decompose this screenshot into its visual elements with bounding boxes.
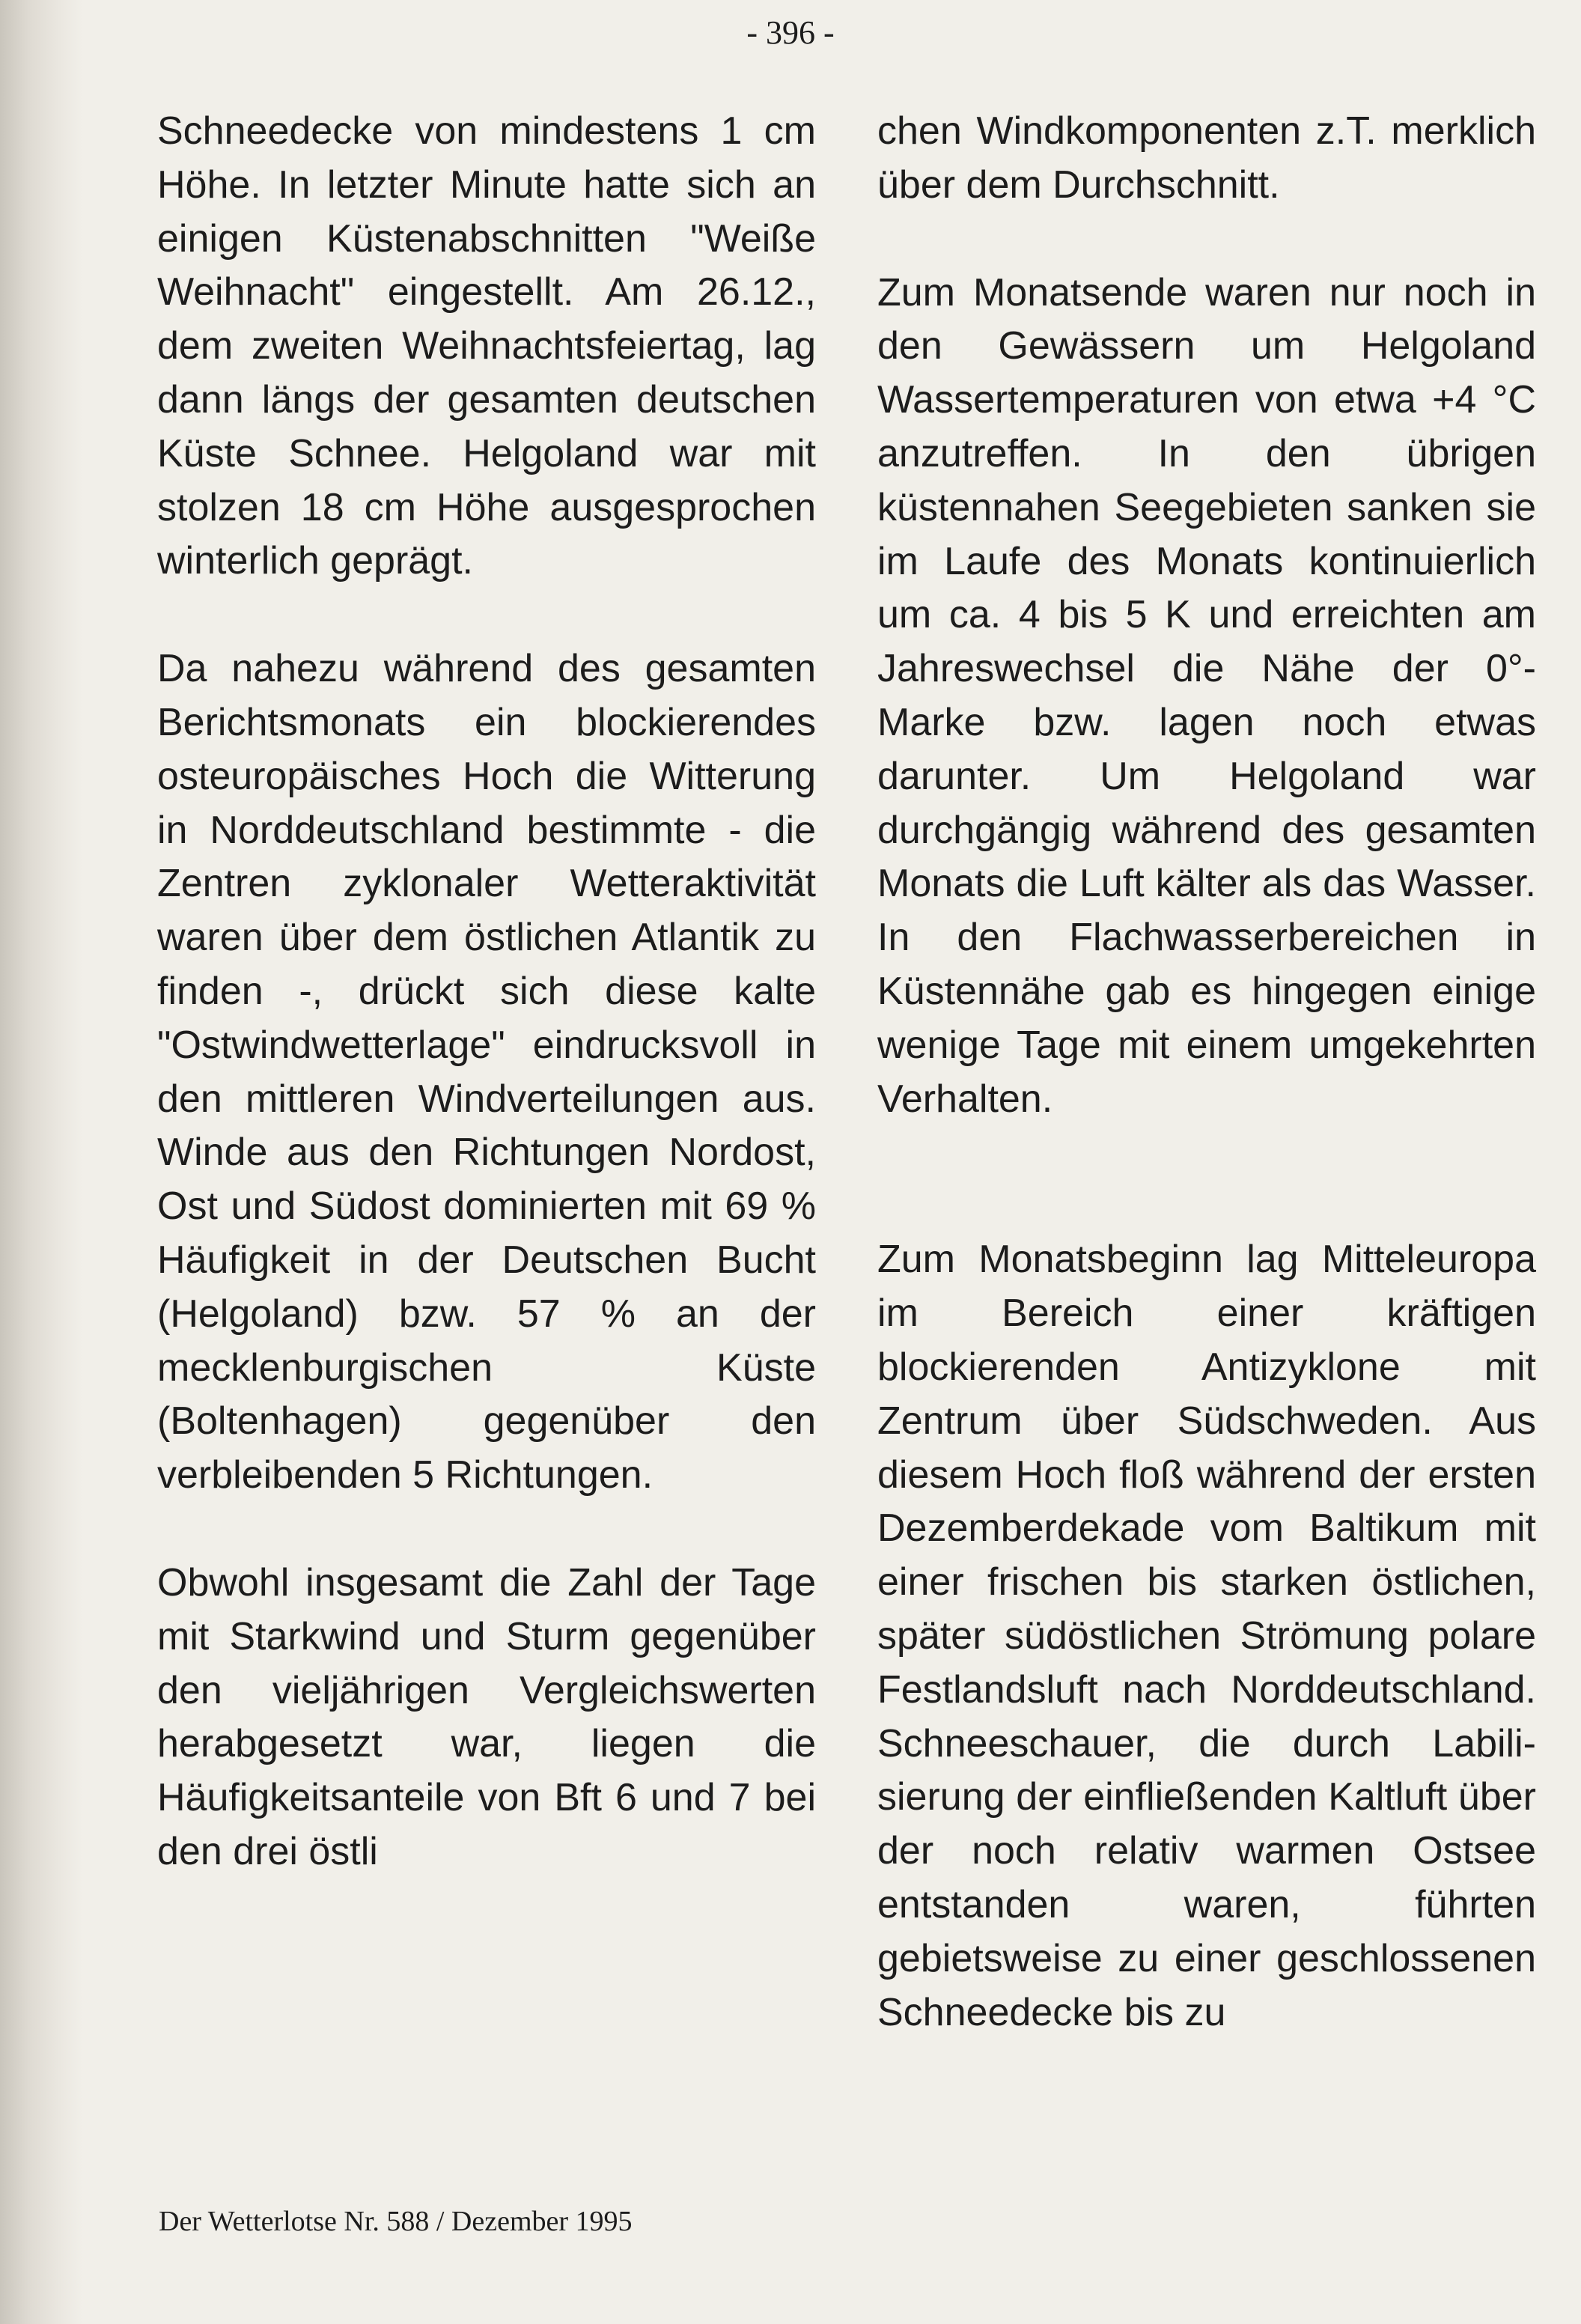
paragraph-snow-cover: Schneedecke von mindestens 1 cm Höhe. In letzter Minute hatte sich an einigen Küstenabschnitten "Weiße Weihnacht" eingestellt. Am 26.12., dem zweiten Weihnachtsfeiertag, lag dann längs der gesamten deutschen Küste Schnee. Helgoland war mit stolzen 18 cm Höhe ausgesprochen winterlich geprägt. bbox=[157, 109, 816, 583]
page-number: - 396 - bbox=[746, 14, 835, 51]
page-binding-shadow bbox=[0, 0, 82, 2324]
paragraph-gap bbox=[877, 1126, 1536, 1233]
paragraph-wind-distribution: Da nahezu während des gesamten Berichtsmonats ein blockierendes osteuropäisches Hoch die Witterung in Norddeutschland bestimmte - die Zentren zyklonaler Wetteraktivität waren über dem östlichen Atlantik zu finden -, drückt sich diese kalte "Ostwindwetterlage" eindrucksvoll in den mittleren Windverteilungen aus. Winde aus den Richtungen Nordost, Ost und Südost dominierten mit 69 % Häufigkeit in der Deutschen Bucht (Helgoland) bzw. 57 % an der mecklenburgischen Küste (Boltenhagen) gegenüber den verbleibenden 5 Richtungen. bbox=[157, 647, 816, 1497]
paragraph-month-start: Zum Monatsbeginn lag Mitteleuropa im Bereich einer kräftigen blockierenden Antizyklone mit Zentrum über Südschweden. Aus diesem Hoch floß während der ersten Dezemberdekade vom Baltikum mit einer frischen bis starken östlichen, später südöstlichen Strömung polare Festlandsluft nach Norddeutschland. Schneeschauer, die durch Labilisierung der einfließenden Kaltluft über der noch relativ warmen Ostsee entstanden waren, führten gebietsweise zu einer geschlossenen Schneedecke bis zu bbox=[877, 1238, 1536, 2034]
paragraph-water-temperatures: Zum Monatsende waren nur noch in den Gewässern um Helgoland Wassertemperaturen von etwa +4 °C anzutreffen. In den übrigen küstennahen Seegebieten sanken sie im Laufe des Monats kontinuierlich um ca. 4 bis 5 K und erreichten am Jahreswechsel die Nähe der 0°-Marke bzw. lagen noch etwas darunter. Um Helgoland war durchgängig während des gesamten Monats die Luft kälter als das Wasser. In den Flachwasserbereichen in Küstennähe gab es hingegen einige wenige Tage mit einem umgekehrten Verhalten. bbox=[877, 270, 1536, 1121]
paragraph-gap bbox=[157, 1503, 816, 1557]
paragraph-wind-components: chen Windkomponenten z.T. merklich über dem Durchschnitt. bbox=[877, 109, 1536, 207]
page-footer: Der Wetterlotse Nr. 588 / Dezember 1995 bbox=[159, 2206, 633, 2237]
paragraph-gap bbox=[157, 588, 816, 642]
paragraph-storm-days: Obwohl insgesamt die Zahl der Tage mit Starkwind und Sturm gegenüber den vieljährigen Vergleichswerten herabgesetzt war, liegen die Häufigkeitsanteile von Bft 6 und 7 bei den drei östli bbox=[157, 1560, 816, 1873]
right-text-column bbox=[877, 105, 1536, 2039]
paragraph-gap bbox=[877, 213, 1536, 267]
left-text-column bbox=[157, 105, 816, 1879]
